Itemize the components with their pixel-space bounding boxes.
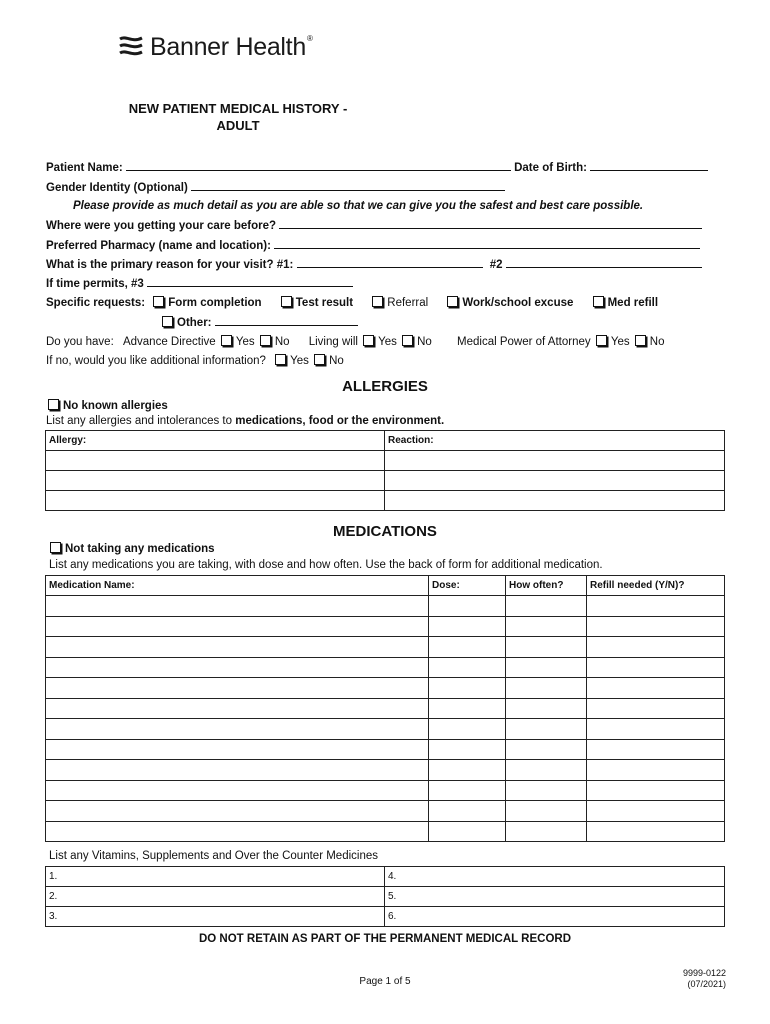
refill-cell[interactable] (587, 719, 725, 740)
medication-name-cell[interactable] (46, 637, 429, 658)
other-field[interactable] (215, 314, 358, 326)
table-row (46, 760, 725, 781)
table-row (46, 739, 725, 760)
medication-name-cell[interactable] (46, 780, 429, 801)
refill-cell[interactable] (587, 596, 725, 617)
dob-label: Date of Birth: (514, 162, 587, 174)
pharmacy-row (46, 237, 700, 253)
dose-cell[interactable] (429, 678, 506, 699)
allergy-cell[interactable] (46, 491, 385, 511)
do-you-have-label: Do you have: (46, 336, 114, 348)
how-often-cell[interactable] (506, 596, 587, 617)
table-row (46, 431, 725, 451)
reaction-cell[interactable] (385, 471, 725, 491)
how-often-cell[interactable] (506, 760, 587, 781)
vitamins-instruction: List any Vitamins, Supplements and Over the Counter Medicines (49, 850, 378, 862)
reason-label: What is the primary reason for your visit? #1: (46, 259, 294, 271)
dose-cell[interactable] (429, 637, 506, 658)
medication-name-cell[interactable] (46, 596, 429, 617)
lw-yes-label: Yes (378, 336, 397, 348)
prior-care-label: Where were you getting your care before? (46, 220, 277, 232)
lw-no-label: No (417, 336, 432, 348)
form-completion-label: Form completion (168, 297, 262, 309)
allergies-table (45, 430, 725, 511)
registered-mark: ® (306, 34, 313, 43)
banner-health-logo (118, 30, 313, 64)
other-row (160, 314, 358, 330)
table-row (46, 637, 725, 658)
allergies-instr-bold: medications, food or the environment. (235, 415, 445, 427)
med-refill-label: Med refill (607, 297, 659, 309)
dose-cell[interactable] (429, 821, 506, 842)
checkbox-referral[interactable] (372, 296, 383, 307)
checkbox-lw-yes[interactable] (363, 335, 374, 346)
reason2-label: #2 (489, 259, 503, 271)
how-often-cell[interactable] (506, 719, 587, 740)
dose-cell[interactable] (429, 698, 506, 719)
refill-cell[interactable] (587, 657, 725, 678)
vitamin-cell[interactable]: 6. (385, 907, 725, 927)
table-row (46, 801, 725, 822)
no-medications-label: Not taking any medications (65, 543, 215, 555)
dose-cell[interactable] (429, 719, 506, 740)
title-line-2: ADULT (216, 118, 260, 133)
reaction-cell[interactable] (385, 451, 725, 471)
dose-cell[interactable] (429, 739, 506, 760)
if-no-label: If no, would you like additional information? (46, 355, 266, 367)
vitamin-cell[interactable]: 1. (46, 867, 385, 887)
refill-header: Refill needed (Y/N)? (587, 576, 725, 596)
refill-cell[interactable] (587, 678, 725, 699)
checkbox-form-completion[interactable] (153, 296, 164, 307)
gender-field[interactable] (191, 179, 505, 191)
instruction-text: Please provide as much detail as you are able so that we can give you the safest and best care possible. (73, 200, 644, 212)
how-often-cell[interactable] (506, 780, 587, 801)
work-school-label: Work/school excuse (462, 297, 574, 309)
vitamin-cell[interactable]: 4. (385, 867, 725, 887)
checkbox-work-school[interactable] (447, 296, 458, 307)
reaction-header: Reaction: (385, 431, 725, 451)
gender-row (46, 179, 505, 195)
medication-name-cell[interactable] (46, 719, 429, 740)
table-row (46, 887, 725, 907)
table-row (46, 657, 725, 678)
refill-cell[interactable] (587, 616, 725, 637)
table-row (46, 596, 725, 617)
logo-text: Banner Health (150, 32, 306, 61)
no-medications-row (48, 541, 215, 557)
checkbox-no-allergies[interactable] (48, 399, 59, 410)
refill-cell[interactable] (587, 780, 725, 801)
dob-field[interactable] (590, 159, 708, 171)
table-row (46, 451, 725, 471)
pharmacy-field[interactable] (274, 237, 700, 249)
page-number: Page 1 of 5 (359, 976, 411, 987)
refill-cell[interactable] (587, 801, 725, 822)
no-allergies-label: No known allergies (63, 400, 168, 412)
medication-name-cell[interactable] (46, 698, 429, 719)
dose-header: Dose: (429, 576, 506, 596)
specific-requests-row (46, 295, 658, 311)
info-no-label: No (329, 355, 344, 367)
medications-heading: MEDICATIONS (333, 523, 437, 540)
medication-name-cell[interactable] (46, 616, 429, 637)
refill-cell[interactable] (587, 821, 725, 842)
allergy-cell[interactable] (46, 471, 385, 491)
referral-label: Referral (387, 297, 429, 309)
form-date: (07/2021) (687, 979, 726, 989)
checkbox-mpoa-yes[interactable] (596, 335, 607, 346)
reaction-cell[interactable] (385, 491, 725, 511)
patient-name-label: Patient Name: (46, 162, 123, 174)
dose-cell[interactable] (429, 616, 506, 637)
checkbox-ad-yes[interactable] (221, 335, 232, 346)
table-row (46, 907, 725, 927)
allergies-instruction (46, 413, 444, 429)
dose-cell[interactable] (429, 657, 506, 678)
table-row (46, 491, 725, 511)
test-result-label: Test result (295, 297, 354, 309)
checkbox-ad-no[interactable] (260, 335, 271, 346)
how-often-cell[interactable] (506, 821, 587, 842)
table-row (46, 780, 725, 801)
medication-name-cell[interactable] (46, 678, 429, 699)
checkbox-mpoa-no[interactable] (635, 335, 646, 346)
checkbox-info-yes[interactable] (275, 354, 286, 365)
medication-name-cell[interactable] (46, 821, 429, 842)
reason3-field[interactable] (147, 275, 353, 287)
checkbox-other[interactable] (162, 316, 173, 327)
how-often-cell[interactable] (506, 801, 587, 822)
patient-name-field[interactable] (126, 159, 511, 171)
vitamin-cell[interactable]: 5. (385, 887, 725, 907)
checkbox-no-medications[interactable] (50, 542, 61, 553)
how-often-header: How often? (506, 576, 587, 596)
checkbox-info-no[interactable] (314, 354, 325, 365)
reason-row (46, 256, 702, 272)
table-row (46, 616, 725, 637)
medication-name-cell[interactable] (46, 801, 429, 822)
medications-instruction: List any medications you are taking, with dose and how often. Use the back of form for additional medication. (49, 559, 603, 571)
ad-no-label: No (274, 336, 290, 348)
prior-care-row (46, 217, 702, 233)
retention-notice: DO NOT RETAIN AS PART OF THE PERMANENT MEDICAL RECORD (198, 933, 572, 945)
how-often-cell[interactable] (506, 739, 587, 760)
table-row (46, 867, 725, 887)
vitamin-cell[interactable]: 3. (46, 907, 385, 927)
medication-name-cell[interactable] (46, 657, 429, 678)
refill-cell[interactable] (587, 760, 725, 781)
table-row (46, 719, 725, 740)
title-line-1: NEW PATIENT MEDICAL HISTORY - (128, 101, 348, 116)
dose-cell[interactable] (429, 760, 506, 781)
form-code: 9999-0122 (682, 968, 726, 978)
patient-name-row (46, 159, 708, 175)
no-allergies-row (46, 398, 168, 414)
checkbox-med-refill[interactable] (593, 296, 604, 307)
checkbox-test-result[interactable] (281, 296, 292, 307)
info-yes-label: Yes (290, 355, 309, 367)
vitamin-cell[interactable]: 2. (46, 887, 385, 907)
form-number (683, 968, 726, 990)
medication-name-cell[interactable] (46, 739, 429, 760)
table-row (46, 821, 725, 842)
dose-cell[interactable] (429, 780, 506, 801)
refill-cell[interactable] (587, 637, 725, 658)
refill-cell[interactable] (587, 739, 725, 760)
how-often-cell[interactable] (506, 637, 587, 658)
allergy-header: Allergy: (46, 431, 385, 451)
how-often-cell[interactable] (506, 657, 587, 678)
ad-yes-label: Yes (235, 336, 255, 348)
table-row (46, 576, 725, 596)
reason2-field[interactable] (506, 256, 702, 268)
banner-flag-icon (118, 33, 144, 61)
mpoa-no-label: No (649, 336, 665, 348)
directives-row (46, 334, 665, 350)
gender-label: Gender Identity (Optional) (46, 182, 188, 194)
specific-requests-label: Specific requests: (46, 297, 146, 309)
medications-table (45, 575, 725, 842)
form-title (110, 100, 366, 134)
refill-cell[interactable] (587, 698, 725, 719)
allergy-cell[interactable] (46, 451, 385, 471)
table-row (46, 698, 725, 719)
other-label: Other: (177, 317, 212, 329)
checkbox-lw-no[interactable] (402, 335, 413, 346)
how-often-cell[interactable] (506, 616, 587, 637)
mpoa-yes-label: Yes (610, 336, 630, 348)
mpoa-label: Medical Power of Attorney (457, 336, 591, 348)
prior-care-field[interactable] (279, 217, 702, 229)
additional-info-row (46, 353, 344, 369)
dose-cell[interactable] (429, 801, 506, 822)
living-will-label: Living will (308, 336, 358, 348)
reason3-label: If time permits, #3 (46, 278, 144, 290)
medication-name-cell[interactable] (46, 760, 429, 781)
how-often-cell[interactable] (506, 678, 587, 699)
advance-directive-label: Advance Directive (122, 336, 216, 348)
how-often-cell[interactable] (506, 698, 587, 719)
dose-cell[interactable] (429, 596, 506, 617)
table-row (46, 471, 725, 491)
reason3-row (46, 275, 353, 291)
pharmacy-label: Preferred Pharmacy (name and location): (46, 240, 271, 252)
table-row (46, 678, 725, 699)
vitamins-table (45, 866, 725, 927)
reason1-field[interactable] (297, 256, 483, 268)
allergies-instr-text: List any allergies and intolerances to (46, 415, 236, 427)
medication-name-header: Medication Name: (46, 576, 429, 596)
allergies-heading: ALLERGIES (342, 378, 428, 395)
